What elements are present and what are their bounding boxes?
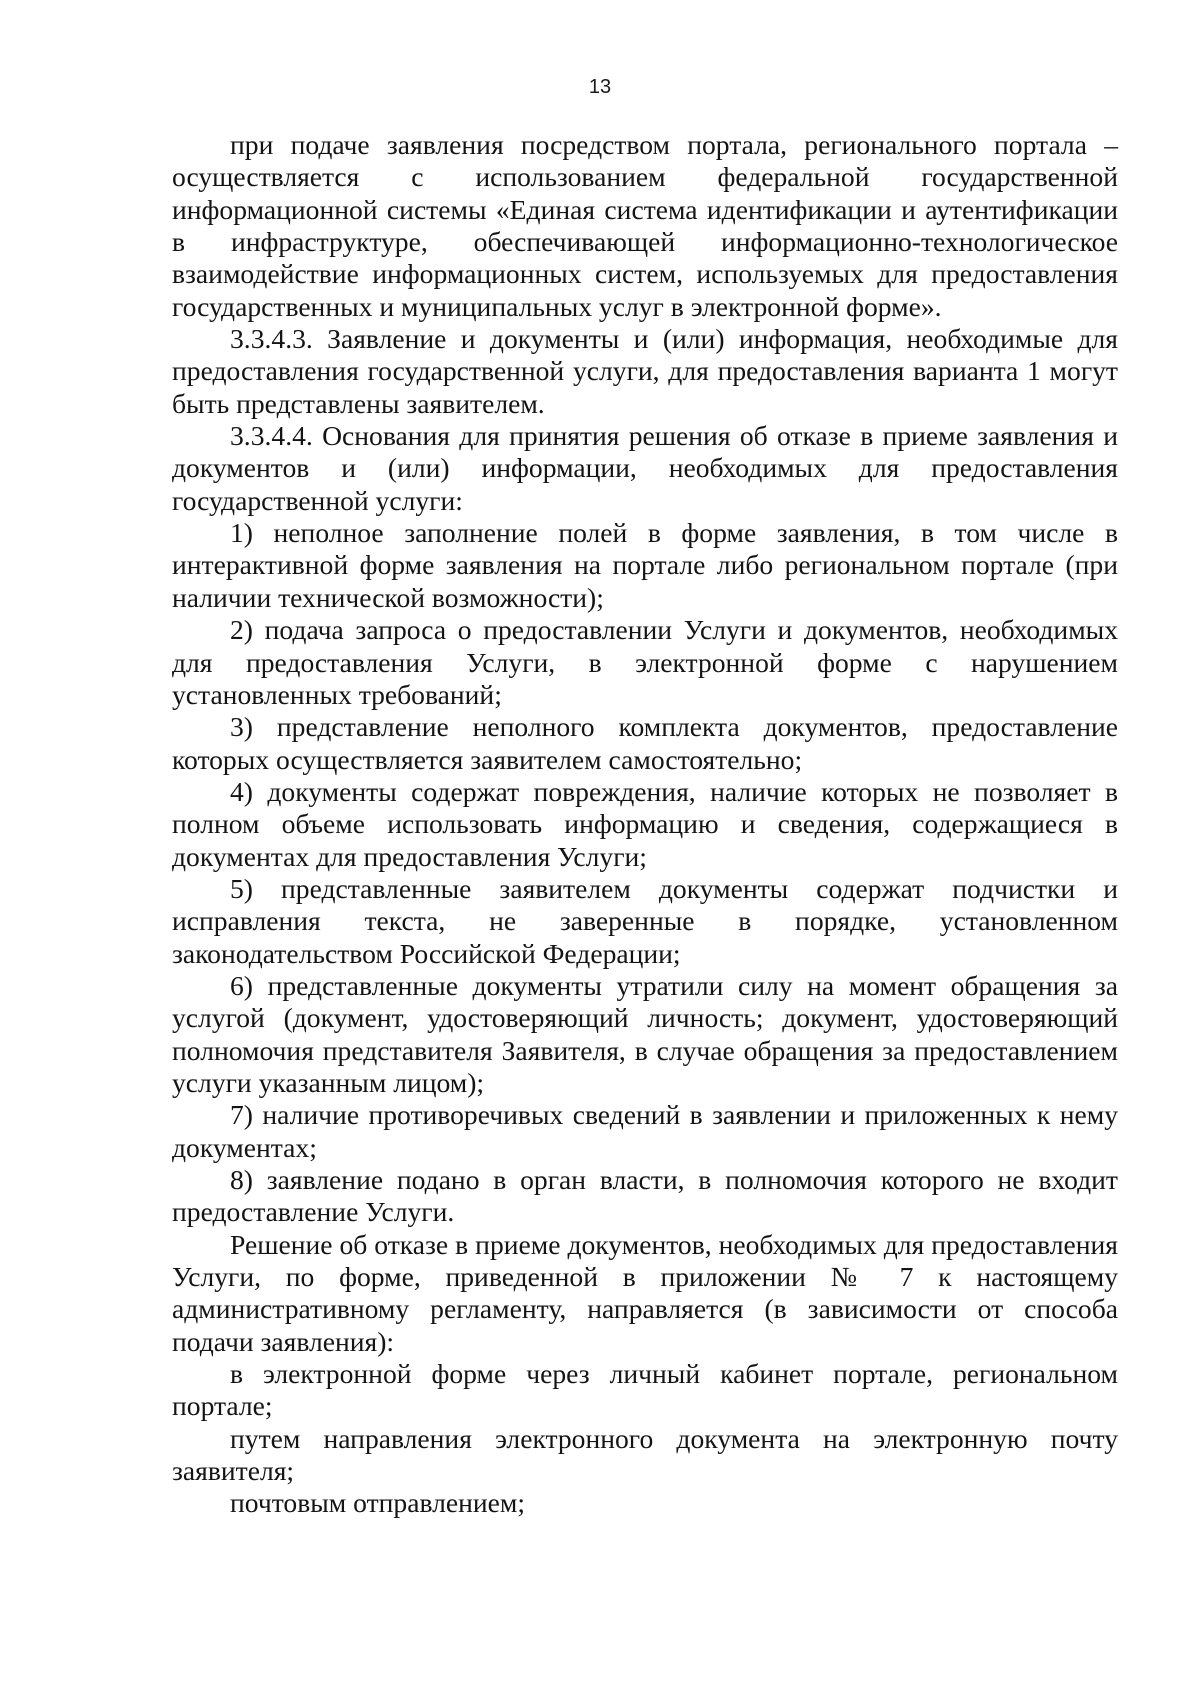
list-item-6: 6) представленные документы утратили силу на момент обращения за услугой (документ, удостоверяющий личность; документ, удостоверяющий полномочия представителя Заявителя, в случае обращения за предоставлением услуги указанным лицом);: [172, 969, 1118, 1098]
page-number: 13: [588, 76, 612, 98]
list-item-8: 8) заявление подано в орган власти, в полномочия которого не входит предоставление Услуги.: [172, 1164, 1118, 1228]
list-item-5: 5) представленные заявителем документы содержат подчистки и исправления текста, не заверенные в порядке, установленном законодательством Российской Федерации;: [172, 872, 1118, 969]
paragraph-portal-submission: при подаче заявления посредством портала, регионального портала – осуществляется с использованием федеральной государственной информационной системы «Единая система идентификации и аутентификации в инфраструктуре, обеспечивающей информационно-технологическое взаимодействие информационных систем, используемых для предоставления государственных и муниципальных услуг в электронной форме».: [172, 129, 1118, 322]
list-item-1: 1) неполное заполнение полей в форме заявления, в том числе в интерактивной форме заявления на портале либо региональном портале (при наличии технической возможности);: [172, 517, 1118, 613]
list-item-3: 3) представление неполного комплекта документов, предоставление которых осуществляется заявителем самостоятельно;: [172, 711, 1118, 775]
paragraph-postal: почтовым отправлением;: [230, 1487, 526, 1519]
paragraph-email: путем направления электронного документа на электронную почту заявителя;: [172, 1422, 1118, 1487]
document-body: [172, 129, 1118, 1520]
paragraph-electronic-cabinet: в электронной форме через личный кабинет портале, региональном портале;: [172, 1358, 1118, 1422]
list-item-4: 4) документы содержат повреждения, наличие которых не позволяет в полном объеме использовать информацию и сведения, содержащиеся в документах для предоставления Услуги;: [172, 775, 1118, 872]
paragraph-refusal-decision: Решение об отказе в приеме документов, необходимых для предоставления Услуги, по форме, приведенной в приложении № 7 к настоящему административному регламенту, направляется (в зависимости от способа подачи заявления):: [172, 1228, 1118, 1357]
list-item-7: 7) наличие противоречивых сведений в заявлении и приложенных к нему документах;: [172, 1099, 1118, 1163]
paragraph-3-3-4-4: 3.3.4.4. Основания для принятия решения об отказе в приеме заявления и документов и (или) информации, необходимых для предоставления государственной услуги:: [172, 420, 1118, 516]
paragraph-3-3-4-3: 3.3.4.3. Заявление и документы и (или) информация, необходимые для предоставления государственной услуги, для предоставления варианта 1 могут быть представлены заявителем.: [172, 323, 1118, 419]
list-item-2: 2) подача запроса о предоставлении Услуги и документов, необходимых для предоставления Услуги, в электронной форме с нарушением установленных требований;: [172, 614, 1118, 710]
